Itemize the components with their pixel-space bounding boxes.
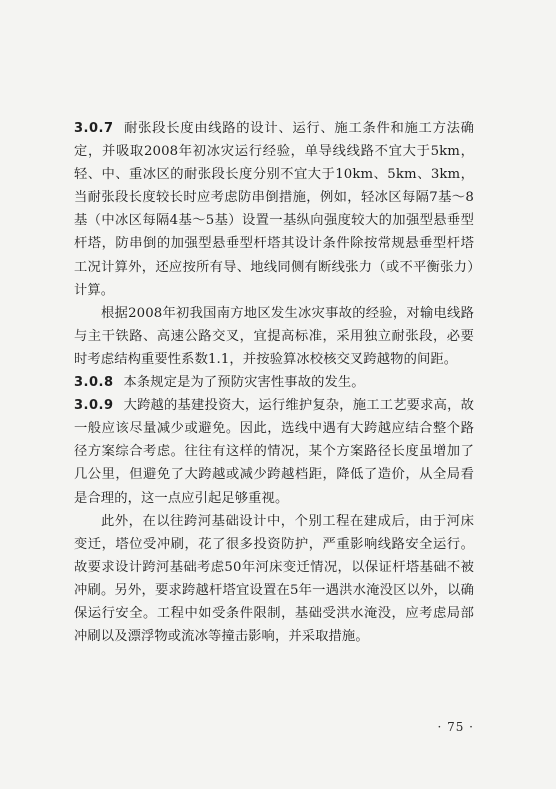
clause-3-0-9-paragraph-2 <box>74 510 474 649</box>
clause-3-0-8 <box>74 371 474 394</box>
page-number: · 75 · <box>437 720 474 734</box>
clause-number: 3.0.8 <box>74 375 114 391</box>
clause-text: 耐张段长度由线路的设计、运行、施工条件和施工方法确定，并吸取2008年初冰灾运行经验，单导线线路不宜大于5km，轻、中、重冰区的耐张段长度分别不宜大于10km、5km、3km，当耐张段长度较长时应考虑防串倒措施，例如，轻冰区每隔7基～8基（中冰区每隔4基～5基）设置一基纵向强度较大的加强型悬垂型杆塔，防串倒的加强型悬垂型杆塔其设计条件除按常规悬垂型杆塔工况计算外，还应按所有导、地线同侧有断线张力（或不平衡张力）计算。 <box>74 121 474 298</box>
clause-3-0-7-paragraph-2 <box>74 302 474 371</box>
clause-text: 大跨越的基建投资大，运行维护复杂，施工工艺要求高，故一般应该尽量减少或避免。因此，选线中遇有大跨越应结合整个路径方案综合考虑。往往有这样的情况，某个方案路径长度虽增加了几公里，但避免了大跨越或减少跨越档距，降低了造价，从全局看是合理的，这一点应引起足够重视。 <box>74 398 474 506</box>
paragraph-text: 根据2008年初我国南方地区发生冰灾事故的经验，对输电线路与主干铁路、高速公路交叉，宜提高标准，采用独立耐张段，必要时考虑结构重要性系数1.1，并按验算冰校核交叉跨越物的间距。 <box>74 305 474 367</box>
paragraph-text: 此外，在以往跨河基础设计中，个别工程在建成后，由于河床变迁，塔位受冲刷，花了很多投资防护，严重影响线路安全运行。故要求设计跨河基础考虑50年河床变迁情况，以保证杆塔基础不被冲刷。另外，要求跨越杆塔宜设置在5年一遇洪水淹没区以外，以确保运行安全。工程中如受条件限制，基础受洪水淹没，应考虑局部冲刷以及漂浮物或流冰等撞击影响，并采取措施。 <box>74 513 474 645</box>
clause-text: 本条规定是为了预防灾害性事故的发生。 <box>123 375 365 391</box>
clause-3-0-9 <box>74 394 474 509</box>
clause-number: 3.0.9 <box>74 398 114 414</box>
clause-number: 3.0.7 <box>74 121 114 136</box>
body-text <box>74 117 474 648</box>
clause-3-0-7 <box>74 117 474 302</box>
